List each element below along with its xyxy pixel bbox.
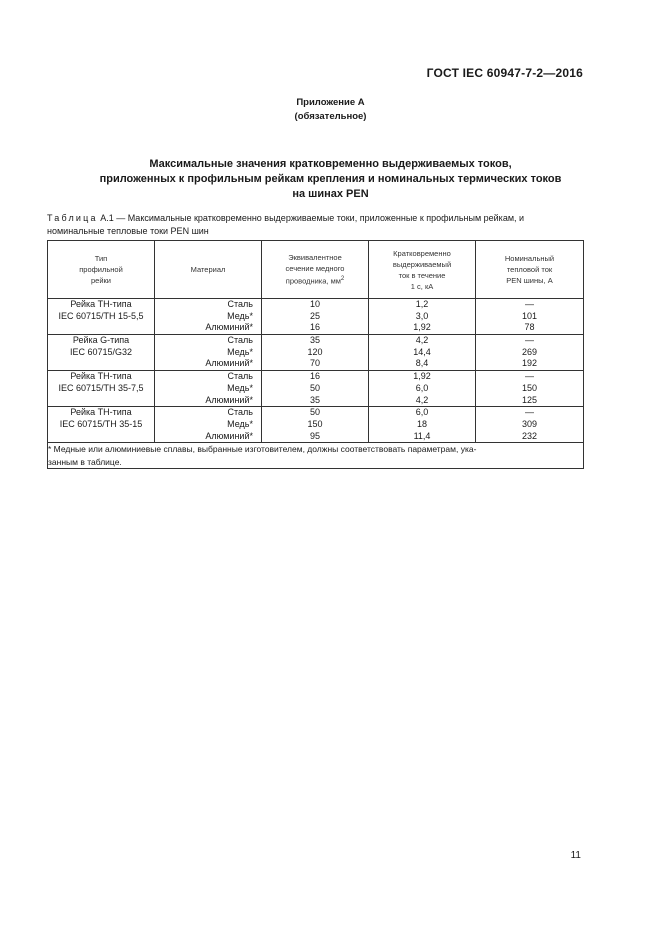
cell-current: 1,2 3,0 1,92 [369,299,476,335]
cell-current: 4,2 14,4 8,4 [369,335,476,371]
cell-section: 10 25 16 [262,299,369,335]
table-row [48,335,584,371]
cell-material: Сталь Медь* Алюминий* [155,371,262,407]
table-footnote: * Медные или алюминиевые сплавы, выбранные изготовителем, должны соответствовать параметрам, ука- занным в таблице. [48,443,584,469]
cell-rail-type: Рейка ТН-типа IEC 60715/TH 15-5,5 [48,299,155,335]
cell-material: Сталь Медь* Алюминий* [155,299,262,335]
annex-title: Приложение А [296,97,365,108]
cell-current: 1,92 6,0 4,2 [369,371,476,407]
caption-label: Таблица [47,213,98,223]
cell-pen: — 269 192 [476,335,584,371]
header-copper-section: Эквивалентное сечение медного проводника, $мм^2$ [262,241,369,299]
cell-current: 6,0 18 11,4 [369,407,476,443]
header-rail-type: Тип профильной рейки [48,241,155,299]
section-heading [60,157,601,202]
cell-rail-type: Рейка ТН-типа IEC 60715/TH 35-15 [48,407,155,443]
cell-material: Сталь Медь* Алюминий* [155,407,262,443]
header-pen-current: Номинальный тепловой ток PEN шины, А [476,241,584,299]
table-row [48,299,584,335]
heading-line-3: на шинах PEN [292,188,369,200]
cell-pen: — 101 78 [476,299,584,335]
caption-text-1: А.1 — Максимальные кратковременно выдерживаемые токи, приложенные к профильным рейкам, и [97,213,525,223]
annex-heading [0,96,661,124]
heading-line-2: приложенных к профильным рейкам крепления и номинальных термических токов [99,173,562,185]
standard-designation: ГОСТ IEC 60947-7-2—2016 [426,66,583,80]
data-table [47,240,584,469]
table-caption [47,212,587,237]
table-header-row [48,241,584,299]
page-number: 11 [570,850,581,861]
cell-pen: — 150 125 [476,371,584,407]
header-short-time-current: Кратковременно выдерживаемый ток в течение 1 с, кА [369,241,476,299]
cell-rail-type: Рейка G-типа IEC 60715/G32 [48,335,155,371]
cell-section: 16 50 35 [262,371,369,407]
cell-section: 35 120 70 [262,335,369,371]
cell-material: Сталь Медь* Алюминий* [155,335,262,371]
cell-pen: — 309 232 [476,407,584,443]
caption-text-2: номинальные тепловые токи PEN шин [47,225,209,236]
cell-rail-type: Рейка ТН-типа IEC 60715/TH 35-7,5 [48,371,155,407]
header-material: Материал [155,241,262,299]
annex-subtitle: (обязательное) [294,111,367,122]
table-footnote-row [48,443,584,469]
table-row [48,371,584,407]
table-row [48,407,584,443]
cell-section: 50 150 95 [262,407,369,443]
heading-line-1: Максимальные значения кратковременно выдерживаемых токов, [149,158,512,170]
